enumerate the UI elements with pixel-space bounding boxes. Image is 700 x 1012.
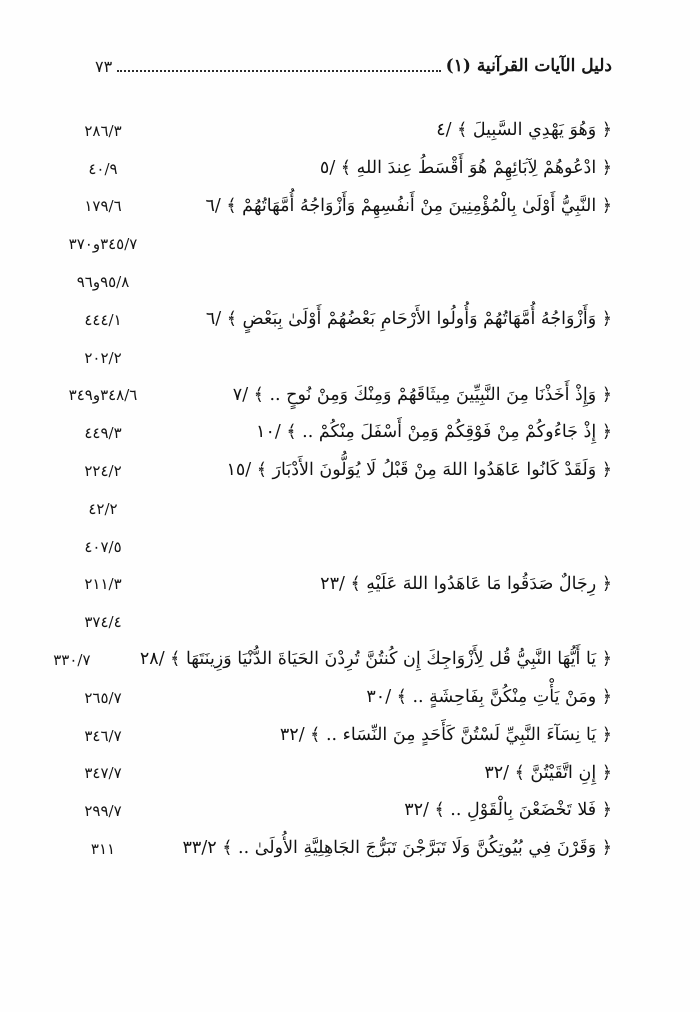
- index-row-1: [35, 112, 612, 150]
- page-reference: ٤٤٩/٣: [84, 424, 122, 443]
- verse-text: ﴿ النَّبِيُّ أَوْلَىٰ بِالْمُؤْمِنِينَ مِنْ أَنفُسِهِمْ وَأَزْوَاجُهُ أُمَّهَاتُهُمْ ﴾ /٦: [205, 195, 612, 216]
- verse-text: ﴿ وَقَرْنَ فِي بُيُوتِكُنَّ وَلَا تَبَرَّجْنَ تَبَرُّجَ الجَاهِلِيَّةِ الأُولَىٰ .. ﴾ ٣٣/٢: [182, 838, 612, 859]
- verse-text: ﴿ وَلَقَدْ كَانُوا عَاهَدُوا اللهَ مِنْ قَبْلُ لَا يُوَلُّونَ الأَدْبَارَ ﴾ /١٥: [226, 460, 612, 481]
- verse-text: ﴿ ومَنْ يَأْتِ مِنْكُنَّ بِفَاحِشَةٍ .. ﴾ /٣٠: [366, 686, 612, 707]
- index-row-20: [35, 830, 612, 868]
- verse-text: ﴿ ادْعُوهُمْ لِآبَائِهِمْ هُوَ أَقْسَطُ عِندَ اللهِ ﴾ /٥: [319, 157, 612, 178]
- page-reference: ٩٥/٨و٩٦: [76, 273, 130, 292]
- verse-text: ﴿ فَلا تَخْضَعْنَ بِالْقَوْلِ .. ﴾ /٣٢: [404, 800, 612, 821]
- page-reference: ٢١١/٣: [84, 575, 122, 594]
- index-row-19: [35, 792, 612, 830]
- page-number: ٧٣: [95, 56, 113, 76]
- page-header: [95, 52, 612, 80]
- page-reference: ٢٢٤/٢: [84, 462, 122, 481]
- index-row-14: [35, 603, 612, 641]
- page-reference: ٣١١: [90, 840, 116, 859]
- page-reference: ٣٤٧/٧: [84, 764, 122, 783]
- page-reference: ٤٢/٢: [88, 499, 118, 518]
- verse-text: ﴿ رِجَالٌ صَدَقُوا مَا عَاهَدُوا اللهَ عَلَيْهِ ﴾ /٢٣: [320, 573, 612, 594]
- index-row-8: [35, 377, 612, 415]
- page-reference: ٤٤٤/١: [84, 310, 122, 329]
- index-row-11: [35, 490, 612, 528]
- page-reference: ٢٦٥/٧: [84, 688, 122, 707]
- verse-text: ﴿ يَا أَيُّهَا النَّبِيُّ قُل لِأَزْوَاجِكَ إِن كُنتُنَّ تُرِدْنَ الحَيَاةَ الدُّنْيَا وَزِينَتَهَا ﴾ /٢٨: [139, 649, 612, 670]
- page-reference: ٣٤٥/٧و٣٧٠: [68, 235, 138, 254]
- page-reference: ٤٠٧/٥: [84, 537, 122, 556]
- running-head-title: دليل الآيات القرآنية (١): [445, 56, 612, 76]
- page-reference: ٣٤٦/٧: [84, 726, 122, 745]
- dot-leader: [117, 70, 440, 72]
- index-row-6: [35, 301, 612, 339]
- verse-text: ﴿ وَإِذْ أَخَذْنَا مِنَ النَّبِيِّينَ مِيثَاقَهُمْ وَمِنْكَ وَمِنْ نُوحٍ .. ﴾ /٧: [232, 384, 612, 405]
- index-row-7: [35, 339, 612, 377]
- index-row-16: [35, 679, 612, 717]
- verse-text: ﴿ وَهُوَ يَهْدِي السَّبِيلَ ﴾ /٤: [436, 119, 612, 140]
- index-row-4: [35, 225, 612, 263]
- index-row-13: [35, 566, 612, 604]
- verse-text: ﴿ إِنِ اتَّقَيْتُنَّ ﴾ /٣٢: [484, 762, 612, 783]
- verse-index-list: [35, 112, 612, 868]
- index-row-10: [35, 452, 612, 490]
- index-row-17: [35, 717, 612, 755]
- index-row-15: [35, 641, 612, 679]
- page-reference: ١٧٩/٦: [84, 197, 122, 216]
- page-reference: ٣٣٠/٧: [53, 651, 91, 670]
- index-row-18: [35, 755, 612, 793]
- page-reference: ٢٠٢/٢: [84, 348, 122, 367]
- verse-text: ﴿ وَأَزْوَاجُهُ أُمَّهَاتُهُمْ وَأُولُوا الأَرْحَامِ بَعْضُهُمْ أَوْلَىٰ بِبَعْضٍ ﴾ /٦: [205, 308, 612, 329]
- verse-text: ﴿ إِذْ جَاءُوكُمْ مِنْ فَوْقِكُمْ وَمِنْ أَسْفَلَ مِنْكُمْ .. ﴾ /١٠: [256, 422, 612, 443]
- page-reference: ٢٩٩/٧: [84, 802, 122, 821]
- page-reference: ٣٧٤/٤: [84, 613, 122, 632]
- verse-text: ﴿ يَا نِسَآءَ النَّبِيِّ لَسْتُنَّ كَأَحَدٍ مِنَ النِّسَاء .. ﴾ /٣٢: [279, 724, 612, 745]
- index-row-2: [35, 150, 612, 188]
- index-row-12: [35, 528, 612, 566]
- page-reference: ٢٨٦/٣: [84, 121, 122, 140]
- index-row-9: [35, 414, 612, 452]
- index-row-5: [35, 263, 612, 301]
- index-row-3: [35, 188, 612, 226]
- page-reference: ٣٤٨/٦و٣٤٩: [68, 386, 138, 405]
- page-reference: ٤٠/٩: [88, 159, 118, 178]
